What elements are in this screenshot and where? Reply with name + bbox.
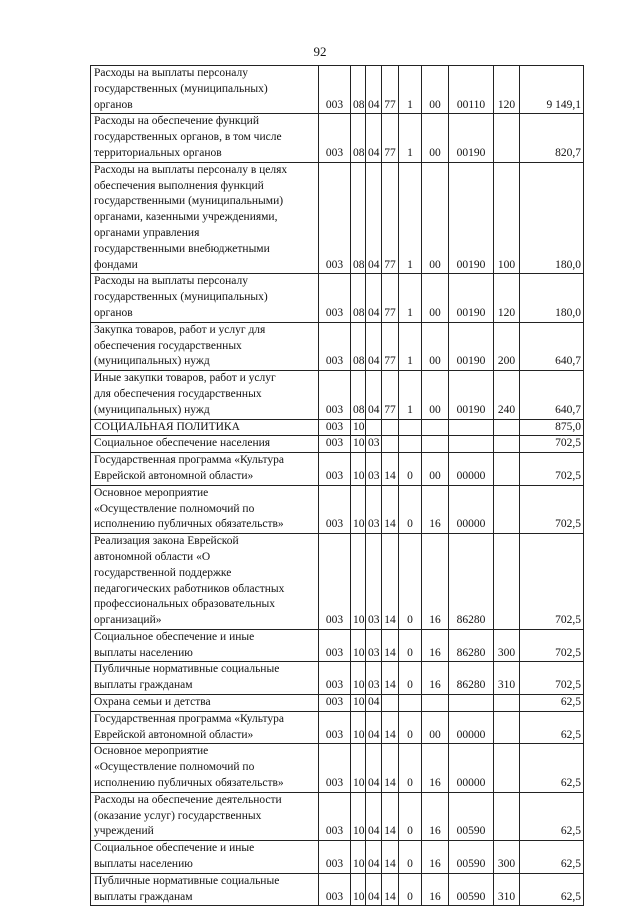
table-row xyxy=(91,873,584,906)
amount-cell: 640,7 xyxy=(520,322,584,370)
row-name-cell: Закупка товаров, работ и услуг для обеспечения государственных (муниципальных) нужд xyxy=(91,322,319,370)
activity-code-cell: 00 xyxy=(422,371,449,419)
table-row xyxy=(91,534,584,630)
expense-type-code-cell xyxy=(494,711,520,744)
expense-type-code-cell xyxy=(494,453,520,486)
direction-code-cell xyxy=(449,436,494,453)
section-code-cell: 10 xyxy=(351,711,366,744)
subsection-code-cell: 04 xyxy=(366,711,382,744)
admin-code-cell: 003 xyxy=(319,66,351,114)
row-name-cell: Расходы на выплаты персоналу в целях обеспечения выполнения функций государственными (муниципальными) органами, казенными учреждениями, органами управления государственными внебюджетными фондами xyxy=(91,162,319,274)
admin-code-cell: 003 xyxy=(319,322,351,370)
subprogram-code-cell: 0 xyxy=(399,792,422,840)
expense-type-code-cell: 310 xyxy=(494,873,520,906)
direction-code-cell: 00000 xyxy=(449,485,494,533)
row-name-cell: Государственная программа «Культура Еврейской автономной области» xyxy=(91,711,319,744)
expense-type-code-cell xyxy=(494,114,520,162)
row-name-cell: Расходы на обеспечение деятельности (оказание услуг) государственных учреждений xyxy=(91,792,319,840)
subprogram-code-cell xyxy=(399,419,422,436)
table-row xyxy=(91,162,584,274)
direction-code-cell: 00000 xyxy=(449,744,494,792)
section-code-cell: 10 xyxy=(351,792,366,840)
direction-code-cell: 00590 xyxy=(449,841,494,874)
amount-cell: 640,7 xyxy=(520,371,584,419)
subprogram-code-cell: 0 xyxy=(399,841,422,874)
subsection-code-cell: 04 xyxy=(366,873,382,906)
subsection-code-cell: 04 xyxy=(366,744,382,792)
program-code-cell: 14 xyxy=(382,792,399,840)
table-body xyxy=(91,66,584,906)
section-code-cell: 08 xyxy=(351,322,366,370)
activity-code-cell xyxy=(422,419,449,436)
subsection-code-cell: 03 xyxy=(366,453,382,486)
subsection-code-cell: 04 xyxy=(366,371,382,419)
direction-code-cell: 00590 xyxy=(449,873,494,906)
program-code-cell: 14 xyxy=(382,873,399,906)
direction-code-cell: 00110 xyxy=(449,66,494,114)
subprogram-code-cell: 1 xyxy=(399,114,422,162)
expense-type-code-cell xyxy=(494,436,520,453)
section-code-cell: 10 xyxy=(351,695,366,712)
subsection-code-cell: 04 xyxy=(366,114,382,162)
table-row xyxy=(91,744,584,792)
direction-code-cell: 86280 xyxy=(449,662,494,695)
activity-code-cell: 16 xyxy=(422,873,449,906)
program-code-cell xyxy=(382,436,399,453)
admin-code-cell: 003 xyxy=(319,485,351,533)
expense-type-code-cell: 300 xyxy=(494,841,520,874)
table-row xyxy=(91,662,584,695)
amount-cell: 62,5 xyxy=(520,792,584,840)
section-code-cell: 10 xyxy=(351,873,366,906)
activity-code-cell: 00 xyxy=(422,162,449,274)
subsection-code-cell: 03 xyxy=(366,629,382,662)
admin-code-cell: 003 xyxy=(319,629,351,662)
program-code-cell: 14 xyxy=(382,629,399,662)
section-code-cell: 08 xyxy=(351,274,366,322)
program-code-cell: 77 xyxy=(382,162,399,274)
amount-cell: 62,5 xyxy=(520,711,584,744)
table-row xyxy=(91,485,584,533)
activity-code-cell xyxy=(422,436,449,453)
program-code-cell xyxy=(382,695,399,712)
activity-code-cell: 00 xyxy=(422,274,449,322)
admin-code-cell: 003 xyxy=(319,436,351,453)
activity-code-cell: 16 xyxy=(422,841,449,874)
admin-code-cell: 003 xyxy=(319,744,351,792)
amount-cell: 62,5 xyxy=(520,841,584,874)
table-row xyxy=(91,114,584,162)
table-row xyxy=(91,66,584,114)
row-name-cell: СОЦИАЛЬНАЯ ПОЛИТИКА xyxy=(91,419,319,436)
admin-code-cell: 003 xyxy=(319,711,351,744)
subsection-code-cell: 03 xyxy=(366,534,382,630)
row-name-cell: Основное мероприятие «Осуществление полномочий по исполнению публичных обязательств» xyxy=(91,485,319,533)
row-name-cell: Социальное обеспечение и иные выплаты населению xyxy=(91,629,319,662)
expense-type-code-cell xyxy=(494,695,520,712)
expense-type-code-cell: 310 xyxy=(494,662,520,695)
activity-code-cell: 00 xyxy=(422,711,449,744)
section-code-cell: 08 xyxy=(351,114,366,162)
subprogram-code-cell: 1 xyxy=(399,162,422,274)
section-code-cell: 10 xyxy=(351,629,366,662)
row-name-cell: Охрана семьи и детства xyxy=(91,695,319,712)
expense-type-code-cell: 100 xyxy=(494,162,520,274)
activity-code-cell: 00 xyxy=(422,322,449,370)
activity-code-cell: 16 xyxy=(422,629,449,662)
expense-type-code-cell: 120 xyxy=(494,274,520,322)
expense-type-code-cell: 240 xyxy=(494,371,520,419)
budget-table xyxy=(90,65,584,906)
subprogram-code-cell xyxy=(399,436,422,453)
admin-code-cell: 003 xyxy=(319,453,351,486)
subsection-code-cell: 04 xyxy=(366,841,382,874)
direction-code-cell xyxy=(449,695,494,712)
section-code-cell: 10 xyxy=(351,436,366,453)
expense-type-code-cell xyxy=(494,744,520,792)
program-code-cell: 14 xyxy=(382,485,399,533)
direction-code-cell xyxy=(449,419,494,436)
section-code-cell: 10 xyxy=(351,485,366,533)
program-code-cell: 77 xyxy=(382,114,399,162)
subprogram-code-cell xyxy=(399,695,422,712)
table-row xyxy=(91,629,584,662)
table-row xyxy=(91,841,584,874)
section-code-cell: 10 xyxy=(351,744,366,792)
expense-type-code-cell xyxy=(494,534,520,630)
amount-cell: 180,0 xyxy=(520,274,584,322)
activity-code-cell: 00 xyxy=(422,66,449,114)
subsection-code-cell: 04 xyxy=(366,162,382,274)
table-row xyxy=(91,695,584,712)
row-name-cell: Публичные нормативные социальные выплаты гражданам xyxy=(91,662,319,695)
subprogram-code-cell: 0 xyxy=(399,711,422,744)
amount-cell: 9 149,1 xyxy=(520,66,584,114)
direction-code-cell: 86280 xyxy=(449,534,494,630)
amount-cell: 702,5 xyxy=(520,534,584,630)
subprogram-code-cell: 0 xyxy=(399,873,422,906)
table-row xyxy=(91,453,584,486)
row-name-cell: Социальное обеспечение и иные выплаты населению xyxy=(91,841,319,874)
activity-code-cell: 16 xyxy=(422,792,449,840)
activity-code-cell: 16 xyxy=(422,485,449,533)
program-code-cell: 77 xyxy=(382,322,399,370)
direction-code-cell: 00000 xyxy=(449,711,494,744)
admin-code-cell: 003 xyxy=(319,371,351,419)
subprogram-code-cell: 0 xyxy=(399,534,422,630)
subprogram-code-cell: 1 xyxy=(399,371,422,419)
direction-code-cell: 00190 xyxy=(449,162,494,274)
table-row xyxy=(91,419,584,436)
expense-type-code-cell xyxy=(494,485,520,533)
subprogram-code-cell: 0 xyxy=(399,662,422,695)
subprogram-code-cell: 0 xyxy=(399,453,422,486)
direction-code-cell: 00190 xyxy=(449,274,494,322)
expense-type-code-cell xyxy=(494,792,520,840)
expense-type-code-cell xyxy=(494,419,520,436)
section-code-cell: 10 xyxy=(351,662,366,695)
subprogram-code-cell: 0 xyxy=(399,485,422,533)
amount-cell: 702,5 xyxy=(520,629,584,662)
row-name-cell: Публичные нормативные социальные выплаты гражданам xyxy=(91,873,319,906)
row-name-cell: Реализация закона Еврейской автономной области «О государственной поддержке педагогических работников областных профессиональных образовательных организаций» xyxy=(91,534,319,630)
program-code-cell xyxy=(382,419,399,436)
subsection-code-cell: 03 xyxy=(366,662,382,695)
admin-code-cell: 003 xyxy=(319,162,351,274)
direction-code-cell: 00190 xyxy=(449,371,494,419)
admin-code-cell: 003 xyxy=(319,695,351,712)
program-code-cell: 14 xyxy=(382,841,399,874)
subsection-code-cell: 03 xyxy=(366,436,382,453)
table-row xyxy=(91,711,584,744)
amount-cell: 180,0 xyxy=(520,162,584,274)
program-code-cell: 77 xyxy=(382,274,399,322)
table-row xyxy=(91,322,584,370)
subsection-code-cell: 04 xyxy=(366,322,382,370)
table-row xyxy=(91,436,584,453)
admin-code-cell: 003 xyxy=(319,841,351,874)
section-code-cell: 08 xyxy=(351,162,366,274)
subprogram-code-cell: 1 xyxy=(399,274,422,322)
amount-cell: 62,5 xyxy=(520,744,584,792)
admin-code-cell: 003 xyxy=(319,419,351,436)
amount-cell: 820,7 xyxy=(520,114,584,162)
amount-cell: 875,0 xyxy=(520,419,584,436)
row-name-cell: Основное мероприятие «Осуществление полномочий по исполнению публичных обязательств» xyxy=(91,744,319,792)
direction-code-cell: 00000 xyxy=(449,453,494,486)
expense-type-code-cell: 120 xyxy=(494,66,520,114)
row-name-cell: Государственная программа «Культура Еврейской автономной области» xyxy=(91,453,319,486)
subsection-code-cell: 04 xyxy=(366,695,382,712)
table-row xyxy=(91,792,584,840)
row-name-cell: Социальное обеспечение населения xyxy=(91,436,319,453)
activity-code-cell: 00 xyxy=(422,453,449,486)
section-code-cell: 08 xyxy=(351,66,366,114)
row-name-cell: Иные закупки товаров, работ и услуг для обеспечения государственных (муниципальных) нужд xyxy=(91,371,319,419)
admin-code-cell: 003 xyxy=(319,274,351,322)
admin-code-cell: 003 xyxy=(319,873,351,906)
direction-code-cell: 00190 xyxy=(449,322,494,370)
amount-cell: 62,5 xyxy=(520,695,584,712)
section-code-cell: 10 xyxy=(351,841,366,874)
program-code-cell: 14 xyxy=(382,453,399,486)
section-code-cell: 10 xyxy=(351,419,366,436)
admin-code-cell: 003 xyxy=(319,662,351,695)
subsection-code-cell: 03 xyxy=(366,485,382,533)
table-row xyxy=(91,371,584,419)
section-code-cell: 10 xyxy=(351,534,366,630)
admin-code-cell: 003 xyxy=(319,792,351,840)
subsection-code-cell: 04 xyxy=(366,274,382,322)
amount-cell: 62,5 xyxy=(520,873,584,906)
amount-cell: 702,5 xyxy=(520,453,584,486)
amount-cell: 702,5 xyxy=(520,662,584,695)
activity-code-cell xyxy=(422,695,449,712)
activity-code-cell: 16 xyxy=(422,534,449,630)
subsection-code-cell xyxy=(366,419,382,436)
activity-code-cell: 16 xyxy=(422,662,449,695)
activity-code-cell: 00 xyxy=(422,114,449,162)
section-code-cell: 10 xyxy=(351,453,366,486)
program-code-cell: 14 xyxy=(382,711,399,744)
direction-code-cell: 00190 xyxy=(449,114,494,162)
direction-code-cell: 86280 xyxy=(449,629,494,662)
program-code-cell: 77 xyxy=(382,371,399,419)
table-row xyxy=(91,274,584,322)
program-code-cell: 14 xyxy=(382,662,399,695)
subprogram-code-cell: 1 xyxy=(399,66,422,114)
row-name-cell: Расходы на обеспечение функций государственных органов, в том числе территориальных органов xyxy=(91,114,319,162)
subsection-code-cell: 04 xyxy=(366,66,382,114)
page-number: 92 xyxy=(313,44,327,59)
subprogram-code-cell: 0 xyxy=(399,629,422,662)
activity-code-cell: 16 xyxy=(422,744,449,792)
amount-cell: 702,5 xyxy=(520,485,584,533)
section-code-cell: 08 xyxy=(351,371,366,419)
admin-code-cell: 003 xyxy=(319,534,351,630)
admin-code-cell: 003 xyxy=(319,114,351,162)
expense-type-code-cell: 200 xyxy=(494,322,520,370)
subprogram-code-cell: 1 xyxy=(399,322,422,370)
amount-cell: 702,5 xyxy=(520,436,584,453)
row-name-cell: Расходы на выплаты персоналу государственных (муниципальных) органов xyxy=(91,66,319,114)
program-code-cell: 14 xyxy=(382,744,399,792)
direction-code-cell: 00590 xyxy=(449,792,494,840)
program-code-cell: 77 xyxy=(382,66,399,114)
subsection-code-cell: 04 xyxy=(366,792,382,840)
row-name-cell: Расходы на выплаты персоналу государственных (муниципальных) органов xyxy=(91,274,319,322)
program-code-cell: 14 xyxy=(382,534,399,630)
subprogram-code-cell: 0 xyxy=(399,744,422,792)
expense-type-code-cell: 300 xyxy=(494,629,520,662)
